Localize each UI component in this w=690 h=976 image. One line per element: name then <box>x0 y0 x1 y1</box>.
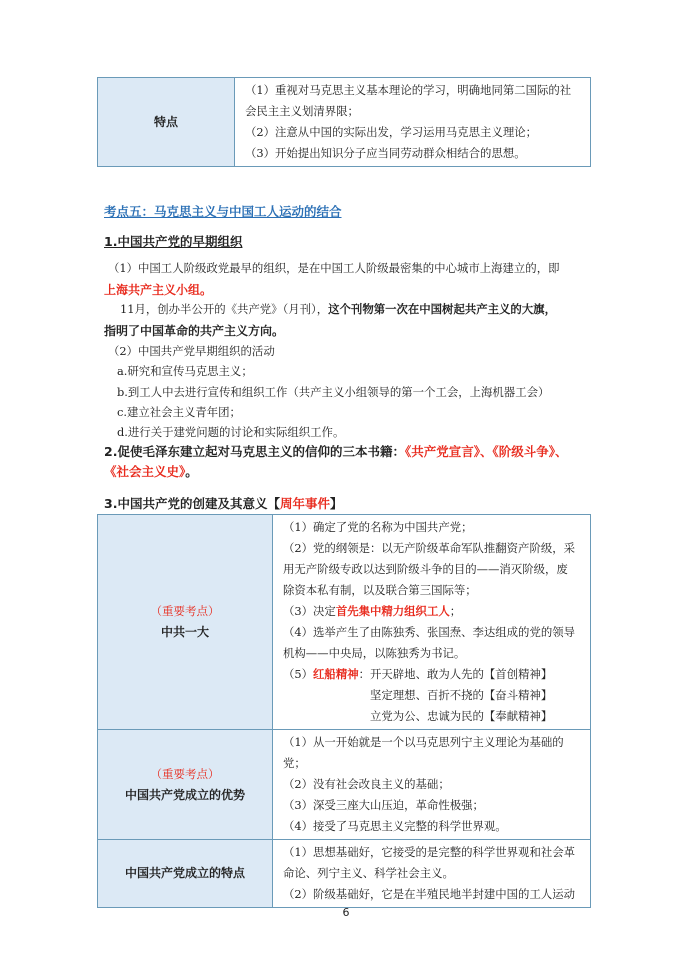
content-line: （1）从一开始就是一个以马克思列宁主义理论为基础的 <box>283 735 564 749</box>
heading-founding <box>104 494 342 512</box>
content-line <box>283 601 582 622</box>
content-line: （3）深受三座大山压迫，革命性极强； <box>283 798 484 812</box>
content-text: （5） <box>283 667 314 681</box>
red-boat-spirit-highlight: 红船精神 <box>313 667 359 681</box>
content-line: 党； <box>283 756 306 770</box>
content-text: ； <box>449 604 462 618</box>
content-line: 坚定理想、百折不挠的【奋斗精神】 <box>370 688 553 702</box>
characteristics-content <box>273 840 591 908</box>
content-line: 机构——中央局，以陈独秀为书记。 <box>283 646 466 660</box>
content-line: 除资本私有制，以及联合第三国际等； <box>283 583 477 597</box>
founding-heading-text: 3.中国共产党的创建及其意义【 <box>104 496 280 511</box>
activity-item: a.研究和宣传马克思主义； <box>117 364 253 378</box>
founding-table <box>97 514 591 908</box>
advantages-label-cell <box>98 730 273 840</box>
paragraph-communist-journal <box>120 301 556 317</box>
heading-three-books <box>104 442 567 460</box>
activity-item: c.建立社会主义青年团； <box>117 405 241 419</box>
traits-line: （1）重视对马克思主义基本理论的学习，明确地同第二国际的社 <box>245 83 572 97</box>
journal-significance: 这个刊物第一次在中国树起共产主义的大旗， <box>328 302 556 316</box>
content-line: （2）阶级基础好，它是在半殖民地半封建中国的工人运动 <box>283 887 576 901</box>
heading-early-organization: 1.中国共产党的早期组织 <box>104 234 243 249</box>
page-number: 6 <box>342 906 350 919</box>
heading-three-books-cont <box>104 462 198 480</box>
traits-line: 会民主主义划清界限； <box>245 104 359 118</box>
three-books-titles: 《共产党宣言》、《阶级斗争》、 <box>404 444 568 459</box>
content-line: （4）选举产生了由陈独秀、张国焘、李达组成的党的领导 <box>283 625 576 639</box>
shanghai-group-highlight: 上海共产主义小组。 <box>104 283 213 297</box>
content-line <box>283 664 582 685</box>
traits-line: （3）开始提出知识分子应当同劳动群众相结合的思想。 <box>245 146 526 160</box>
content-line: 命论、列宁主义、科学社会主义。 <box>283 866 454 880</box>
anniversary-tag: 周年事件 <box>279 496 330 511</box>
activity-item: b.到工人中去进行宣传和组织工作（共产主义小组领导的第一个工会，上海机器工会） <box>117 385 550 399</box>
activity-item: d.进行关于建党问题的讨论和实际组织工作。 <box>117 425 345 439</box>
three-books-title-3: 《社会主义史》 <box>104 464 186 479</box>
founding-heading-end: 】 <box>329 496 343 511</box>
first-congress-label-cell <box>98 515 273 730</box>
activities-heading: （2）中国共产党早期组织的活动 <box>108 344 275 358</box>
content-text: （3）决定 <box>283 604 336 618</box>
content-line: （4）接受了马克思主义完整的科学世界观。 <box>283 819 507 833</box>
journal-significance-cont: 指明了中国革命的共产主义方向。 <box>104 324 285 338</box>
section-heading: 考点五：马克思主义与中国工人运动的结合 <box>104 204 342 219</box>
first-congress-label: 中共一大 <box>160 625 209 639</box>
traits-line: （2）注意从中国的实际出发，学习运用马克思主义理论； <box>245 125 538 139</box>
organize-workers-highlight: 首先集中精力组织工人 <box>335 604 450 618</box>
advantages-label: 中国共产党成立的优势 <box>124 787 245 802</box>
traits-table <box>97 77 591 167</box>
journal-text: 11月，创办半公开的《共产党》（月刊）， <box>120 302 329 316</box>
content-line: （2）党的纲领是：以无产阶级革命军队推翻资产阶级，采 <box>283 541 576 555</box>
traits-content <box>235 78 591 167</box>
advantages-content <box>273 730 591 840</box>
content-line: 立党为公、忠诚为民的【奉献精神】 <box>370 709 553 723</box>
paragraph-early-org: （1）中国工人阶级政党最早的组织，是在中国工人阶级最密集的中心城市上海建立的，即 <box>108 261 560 275</box>
content-line: （2）没有社会改良主义的基础； <box>283 777 450 791</box>
table-row <box>98 515 591 730</box>
content-line: （1）确定了党的名称为中国共产党； <box>283 520 473 534</box>
three-books-end: 。 <box>185 464 198 479</box>
content-line: 用无产阶级专政以达到阶级斗争的目的——消灭阶级，废 <box>283 562 568 576</box>
content-line: （1）思想基础好，它接受的是完整的科学世界观和社会革 <box>283 845 576 859</box>
content-text: ：开天辟地、敢为人先的【首创精神】 <box>358 667 553 681</box>
table-row <box>98 840 591 908</box>
characteristics-label: 中国共产党成立的特点 <box>98 840 273 908</box>
traits-label: 特点 <box>98 78 235 167</box>
key-point-tag: （重要考点） <box>150 604 220 618</box>
first-congress-content <box>273 515 591 730</box>
table-row <box>98 730 591 840</box>
key-point-tag: （重要考点） <box>150 766 220 781</box>
three-books-text: 2.促使毛泽东建立起对马克思主义的信仰的三本书籍： <box>104 444 405 459</box>
